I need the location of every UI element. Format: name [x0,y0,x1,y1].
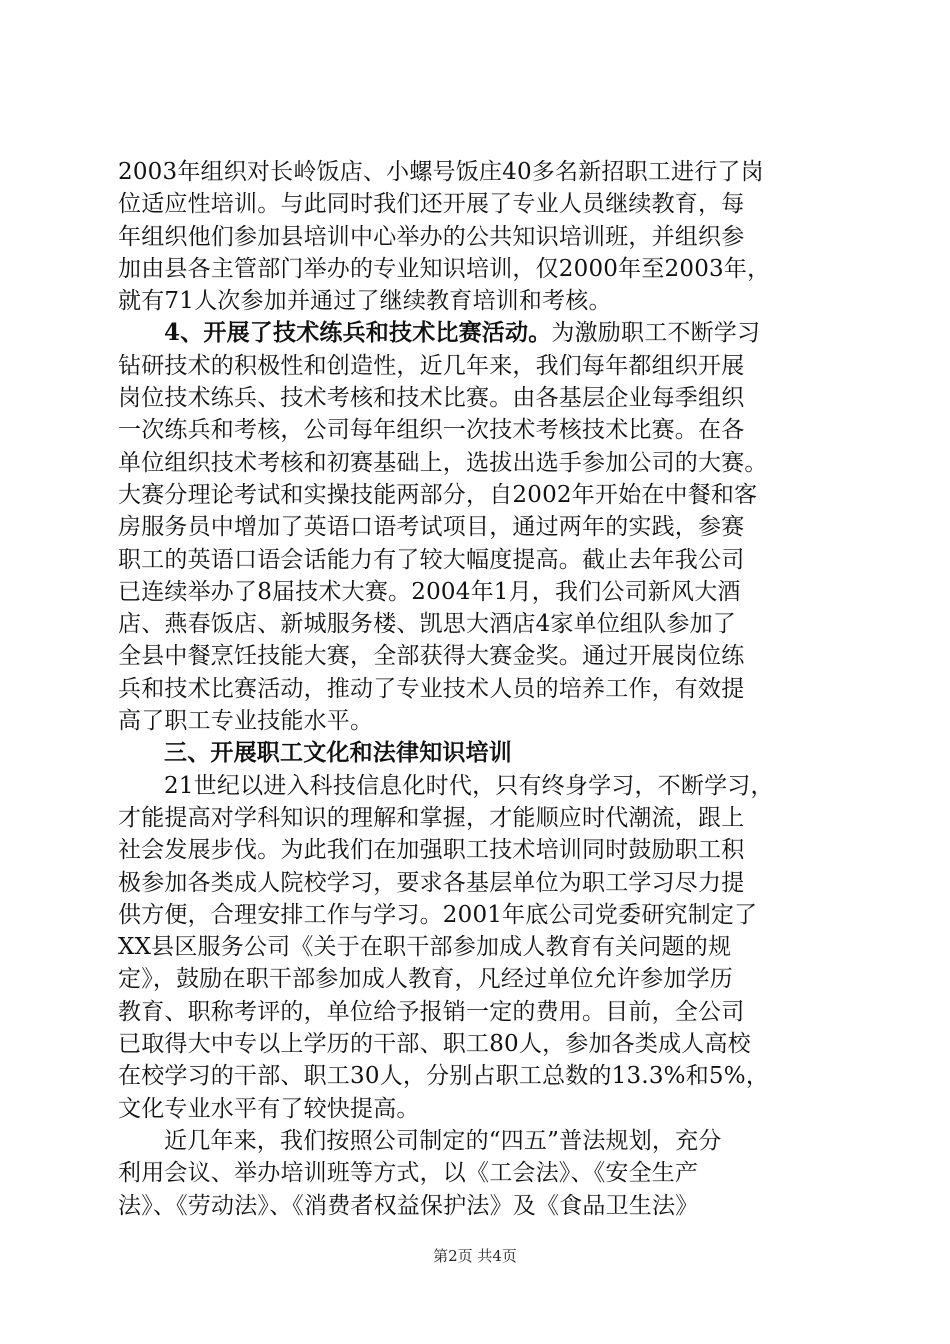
text-run: 供方便，合理安排工作与学习。2001年底公司党委研究制定了 [118,901,758,928]
text-run: 钻研技术的积极性和创造性，近几年来，我们每年都组织开展 [118,352,745,379]
text-line [118,931,834,963]
text-line [118,770,834,802]
text-line [118,317,834,349]
text-run: 年组织他们参加县培训中心举办的公共知识培训班，并组织参 [118,223,745,250]
text-line [118,608,834,640]
text-line [118,253,834,285]
text-run: 加由县各主管部门举办的专业知识培训，仅2000年至2003年， [118,255,771,282]
text-line [118,1060,834,1092]
text-run: 教育、职称考评的，单位给予报销一定的费用。目前，全公司 [118,998,745,1025]
text-run: 2003年组织对长岭饭店、小螺号饭庄40多名新招职工进行了岗 [118,159,764,185]
text-run: XX县区服务公司《关于在职干部参加成人教育有关问题的规 [118,934,732,961]
text-line [118,221,834,253]
text-run: 利用会议、举办培训班等方式，以《工会法》、《安全生产 [118,1160,699,1187]
text-run: 社会发展步伐。为此我们在加强职工技术培训同时鼓励职工积 [118,837,745,864]
document-body [118,156,834,1222]
text-run: 兵和技术比赛活动，推动了专业技术人员的培养工作，有效提 [118,675,745,702]
text-line [118,382,834,414]
text-line [118,447,834,479]
text-run: 已连续举办了8届技术大赛。2004年1月，我们公司新风大酒 [118,578,741,605]
text-run: 全县中餐烹饪技能大赛，全部获得大赛金奖。通过开展岗位练 [118,643,745,670]
text-line [118,576,834,608]
text-run: 为激励职工不断学习 [551,320,761,347]
text-run: 在校学习的干部、职工30人，分别占职工总数的13.3%和5%， [118,1063,770,1090]
text-line [118,156,834,188]
text-line [118,867,834,899]
text-run: 近几年来，我们按照公司制定的“四五”普法规划，充分 [164,1127,722,1154]
text-line [118,544,834,576]
text-run: 位适应性培训。与此同时我们还开展了专业人员继续教育，每 [118,191,745,218]
text-run: 岗位技术练兵、技术考核和技术比赛。由各基层企业每季组织 [118,385,745,412]
text-line [118,188,834,220]
text-line [118,285,834,317]
text-line [118,1190,834,1222]
text-run: 21世纪以进入科技信息化时代，只有终身学习，不断学习， [164,772,774,799]
bold-text-run: 4、开展了技术练兵和技术比赛活动。 [164,319,552,347]
text-line [118,511,834,543]
text-line [118,834,834,866]
text-line [118,673,834,705]
text-run: 文化专业水平有了较快提高。 [118,1095,420,1122]
page-footer: 第2页 共4页 [433,1247,517,1265]
text-line [118,640,834,672]
text-run: 店、燕春饭店、新城服务楼、凯思大酒店4家单位组队参加了 [118,611,737,638]
text-line [118,1028,834,1060]
text-run: 职工的英语口语会话能力有了较大幅度提高。截止去年我公司 [118,546,745,573]
text-line [118,1093,834,1125]
text-run: 就有71人次参加并通过了继续教育培训和考核。 [118,288,612,315]
text-run: 单位组织技术考核和初赛基础上，选拔出选手参加公司的大赛。 [118,449,768,476]
text-run: 房服务员中增加了英语口语考试项目，通过两年的实践，参赛 [118,514,745,541]
text-run: 法》、《劳动法》、《消费者权益保护法》及《食品卫生法》 [118,1192,699,1219]
text-run: 极参加各类成人院校学习，要求各基层单位为职工学习尽力提 [118,869,745,896]
text-run: 一次练兵和考核，公司每年组织一次技术考核技术比赛。在各 [118,417,745,444]
text-run: 定》，鼓励在职干部参加成人教育，凡经过单位允许参加学历 [118,966,733,993]
text-line [118,802,834,834]
text-run: 才能提高对学科知识的理解和掌握，才能顺应时代潮流，跟上 [118,804,745,831]
text-line [118,479,834,511]
text-run: 已取得大中专以上学历的干部、职工80人，参加各类成人高校 [118,1031,751,1058]
text-line [118,350,834,382]
text-line [118,414,834,446]
text-line [118,1125,834,1157]
text-line [118,1157,834,1189]
text-line [118,899,834,931]
text-run: 大赛分理论考试和实操技能两部分，自2002年开始在中餐和客 [118,481,758,508]
text-run: 高了职工专业技能水平。 [118,708,374,735]
text-line [118,705,834,737]
text-line [118,737,834,769]
text-line [118,963,834,995]
text-line [118,996,834,1028]
bold-text-run: 三、开展职工文化和法律知识培训 [164,739,512,767]
